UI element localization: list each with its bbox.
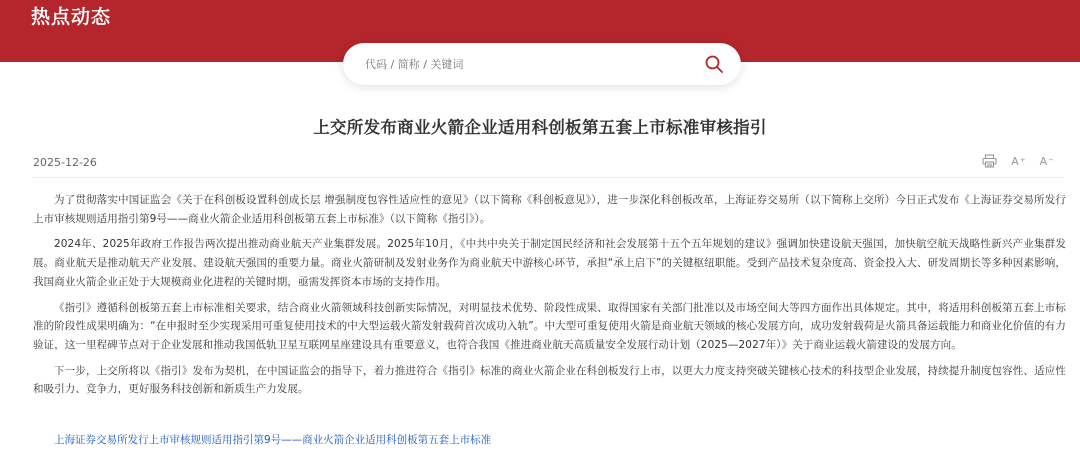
article-title: 上交所发布商业火箭企业适用科创板第五套上市标准审核指引 [313, 118, 767, 137]
divider [32, 177, 1063, 178]
search-box [343, 43, 741, 85]
article-paragraph: 2024年、2025年政府工作报告两次提出推动商业航天产业集群发展。2025年10月，《中共中央关于制定国民经济和社会发展第十五个五年规划的建议》强调加快建设航天强国，加快航空航天战略性新兴产业集群发展。商业航天是推动航天产业发展、建设航天强国的重要力量。商业火箭研制及发射业务作为商业航天中游核心环节，承担“承上启下”的关键枢纽职能。受到产品技术复杂度高、资金投入大、研发周期长等多种因素影响，我国商业火箭企业正处于大规模商业化进程的关键时期，亟需发挥资本市场的支持作用。 [33, 238, 1066, 288]
font-decrease-label: A [1039, 154, 1048, 168]
publish-date: 2025-12-26 [33, 156, 97, 169]
minus-icon: − [1048, 156, 1054, 164]
plus-icon: + [1019, 156, 1026, 164]
font-decrease-button[interactable] [1038, 152, 1056, 170]
article-paragraph: 为了贯彻落实中国证监会《关于在科创板设置科创成长层 增强制度包容性适应性的意见》（以下简称《科创板意见》），进一步深化科创板改革，上海证券交易所（以下简称上交所）今日正式发布《上海证券交易所发行上市审核规则适用指引第9号——商业火箭企业适用科创板第五套上市标准》（以下简称《指引》）。 [33, 194, 1066, 225]
font-increase-label: A [1011, 154, 1019, 168]
article-paragraph: 《指引》遵循科创板第五套上市标准相关要求，结合商业火箭领域科技创新实际情况，对明显技术优势、阶段性成果、取得国家有关部门批准以及市场空间大等四方面作出具体规定。其中，将适用科创板第五套上市标准的阶段性成果明确为：“在申报时至少实现采用可重复使用技术的中大型运载火箭发射载荷首次成功入轨”。中大型可重复使用火箭是商业航天领域的核心发展方向，成功发射载荷是火箭具备运载能力和商业化价值的有力验证，这一里程碑节点对于企业发展和推动我国低轨卫星互联网星座建设具有重要意义，也符合我国《推进商业航天高质量安全发展行动计划（2025—2027年）》关于商业运载火箭建设的发展方向。 [33, 301, 1066, 351]
article-tools [980, 152, 1056, 170]
print-icon [982, 154, 997, 168]
search-button[interactable] [701, 51, 727, 77]
search-input[interactable] [365, 58, 701, 71]
print-button[interactable] [980, 152, 999, 170]
font-increase-button[interactable] [1009, 152, 1027, 170]
search-icon [704, 54, 724, 74]
article-body [33, 191, 1066, 406]
section-title: 热点动态 [31, 6, 112, 28]
article-paragraph: 下一步，上交所将以《指引》发布为契机，在中国证监会的指导下，着力推进符合《指引》标准的商业火箭企业在科创板发行上市，以更大力度支持突破关键核心技术的科技型企业发展，持续提升制度包容性、适应性和吸引力、竞争力，更好服务科技创新和新质生产力发展。 [33, 364, 1066, 396]
related-document-link[interactable]: 上海证券交易所发行上市审核规则适用指引第9号——商业火箭企业适用科创板第五套上市标准 [54, 434, 492, 446]
